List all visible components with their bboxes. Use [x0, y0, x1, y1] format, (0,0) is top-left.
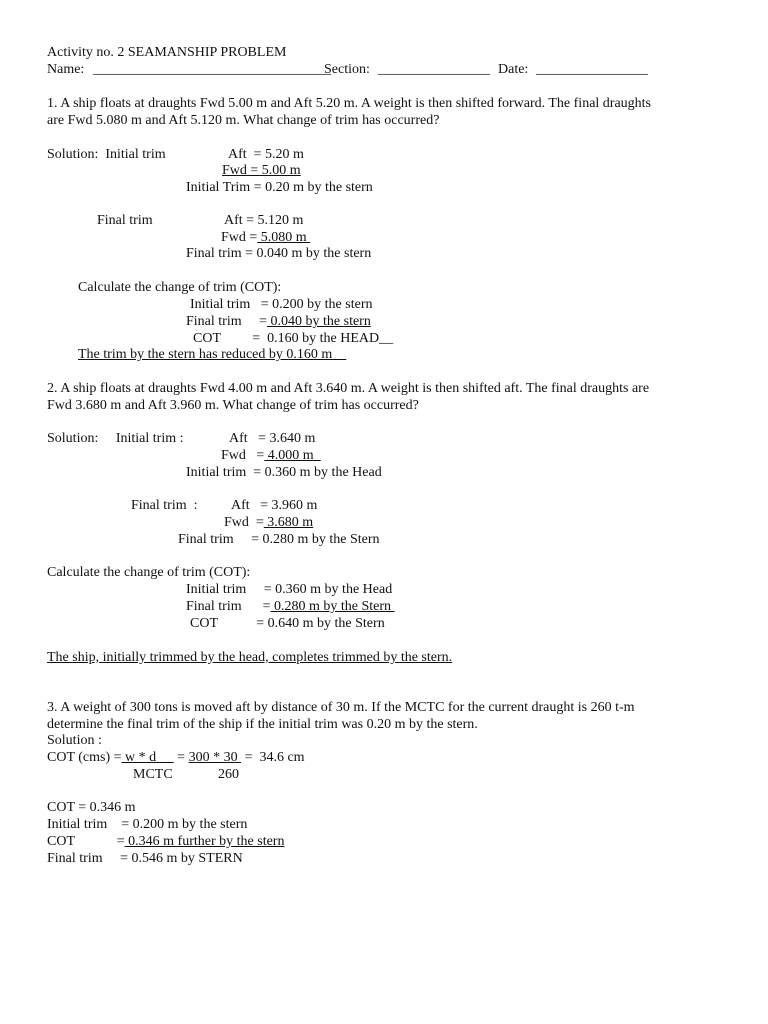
problem3-cot-meters: COT = 0.346 m	[47, 800, 136, 815]
problem3-initial-trim: Initial trim = 0.200 m by the stern	[47, 817, 248, 832]
problem2-cot-initial: Initial trim = 0.360 m by the Head	[186, 582, 393, 597]
problem1-solution-label: Solution: Initial trim	[47, 147, 166, 162]
problem3-formula-denominator-value: 260	[218, 767, 239, 782]
problem1-initial-aft: Aft = 5.20 m	[228, 147, 304, 162]
problem1-final-label: Final trim	[97, 213, 153, 228]
problem2-cot-result: COT = 0.640 m by the Stern	[190, 616, 385, 631]
problem1-initial-fwd: Fwd = 5.00 m	[222, 163, 301, 178]
problem2-final-trim: Final trim = 0.280 m by the Stern	[178, 532, 380, 547]
problem2-solution-label: Solution: Initial trim :	[47, 431, 184, 446]
section-label: Section:	[324, 62, 370, 77]
problem2-question-line2: Fwd 3.680 m and Aft 3.960 m. What change of trim has occurred?	[47, 398, 419, 413]
problem3-solution-label: Solution :	[47, 733, 102, 748]
problem2-conclusion: The ship, initially trimmed by the head, completes trimmed by the stern.	[47, 650, 453, 665]
name-blank: __________________________________	[93, 62, 331, 77]
problem3-cot-line: COT = 0.346 m further by the stern	[47, 834, 285, 849]
problem3-final-trim: Final trim = 0.546 m by STERN	[47, 851, 243, 866]
problem2-final-aft: Aft = 3.960 m	[231, 498, 318, 513]
problem1-initial-trim: Initial Trim = 0.20 m by the stern	[186, 180, 373, 195]
problem3-question-line1: 3. A weight of 300 tons is moved aft by distance of 30 m. If the MCTC for the current draught is 260 t-m	[47, 700, 635, 715]
problem2-cot-final: Final trim = 0.280 m by the Stern	[186, 599, 395, 614]
problem1-cot-result: COT = 0.160 by the HEAD__	[193, 331, 394, 346]
problem3-question-line2: determine the final trim of the ship if the initial trim was 0.20 m by the stern.	[47, 717, 478, 732]
problem2-cot-heading: Calculate the change of trim (COT):	[47, 565, 251, 580]
date-blank: ________________	[536, 62, 648, 77]
problem2-final-label: Final trim :	[131, 498, 198, 513]
date-label: Date:	[498, 62, 529, 77]
problem2-question-line1: 2. A ship floats at draughts Fwd 4.00 m and Aft 3.640 m. A weight is then shifted aft. The final draughts are	[47, 381, 650, 396]
problem2-initial-trim: Initial trim = 0.360 m by the Head	[186, 465, 382, 480]
problem1-question-line2: are Fwd 5.080 m and Aft 5.120 m. What change of trim has occurred?	[47, 113, 440, 128]
problem1-cot-final: Final trim = 0.040 by the stern	[186, 314, 371, 329]
problem2-initial-aft: Aft = 3.640 m	[229, 431, 316, 446]
section-blank: ________________	[378, 62, 490, 77]
problem1-final-aft: Aft = 5.120 m	[224, 213, 304, 228]
problem2-final-fwd: Fwd = 3.680 m	[224, 515, 314, 530]
problem1-question-line1: 1. A ship floats at draughts Fwd 5.00 m and Aft 5.20 m. A weight is then shifted forward. The final draughts	[47, 96, 652, 111]
problem2-initial-fwd: Fwd = 4.000 m	[221, 448, 321, 463]
problem1-final-fwd: Fwd = 5.080 m	[221, 230, 311, 245]
problem1-conclusion: The trim by the stern has reduced by 0.160 m	[78, 347, 347, 362]
problem3-formula-denominator: MCTC	[133, 767, 173, 782]
name-label: Name:	[47, 62, 85, 77]
problem1-final-trim: Final trim = 0.040 m by the stern	[186, 246, 372, 261]
activity-title: Activity no. 2 SEAMANSHIP PROBLEM	[47, 45, 287, 60]
problem1-cot-heading: Calculate the change of trim (COT):	[78, 280, 282, 295]
problem1-cot-initial: Initial trim = 0.200 by the stern	[190, 297, 373, 312]
problem3-formula: COT (cms) = w * d = 300 * 30 = 34.6 cm	[47, 750, 305, 765]
